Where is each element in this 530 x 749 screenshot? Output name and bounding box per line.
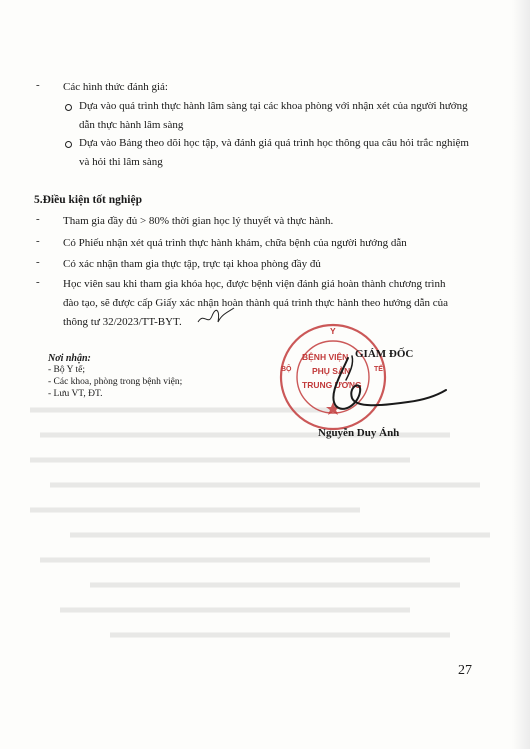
- recipient-item: - Các khoa, phòng trong bệnh viện;: [48, 377, 183, 387]
- circle-bullet-icon: [65, 141, 72, 148]
- evaluation-item-1-line1: Dựa vào quá trình thực hành lâm sàng tại các khoa phòng với nhận xét của người hướng: [79, 100, 468, 112]
- recipient-item: - Bộ Y tế;: [48, 365, 86, 375]
- graduation-item-4-line1: Học viên sau khi tham gia khóa học, được bệnh viện đánh giá hoàn thành chương trình: [63, 278, 446, 290]
- stamp-rim-right: TẾ: [374, 366, 383, 373]
- evaluation-item-2-line2: và hỏi thi lâm sàng: [79, 156, 163, 168]
- page-edge-shadow: [512, 0, 530, 749]
- list-dash: -: [36, 79, 40, 91]
- recipient-item: - Lưu VT, ĐT.: [48, 389, 103, 399]
- evaluation-item-2-line1: Dựa vào Bảng theo dõi học tập, và đánh giá quá trình học thông qua câu hỏi trắc nghiệm: [79, 137, 469, 149]
- graduation-item-1: Tham gia đầy đủ > 80% thời gian học lý thuyết và thực hành.: [63, 215, 334, 227]
- graduation-item-3: Có xác nhận tham gia thực tập, trực tại khoa phòng đầy đủ: [63, 258, 321, 270]
- list-dash: -: [36, 235, 40, 247]
- stamp-line-1: BỆNH VIỆN: [302, 352, 349, 362]
- signer-name: Nguyễn Duy Ánh: [318, 427, 400, 439]
- graduation-item-2: Có Phiếu nhận xét quá trình thực hành khám, chữa bệnh của người hướng dẫn: [63, 237, 407, 249]
- list-dash: -: [36, 276, 40, 288]
- initial-scribble: [196, 306, 236, 330]
- stamp-line-3: TRUNG ƯƠNG: [302, 380, 362, 390]
- signature-title: GIÁM ĐỐC: [355, 348, 414, 360]
- stamp-line-2: PHỤ SẢN: [312, 366, 351, 376]
- graduation-heading: 5.Điều kiện tốt nghiệp: [34, 194, 142, 206]
- graduation-item-4-line2: đào tạo, sẽ được cấp Giấy xác nhận hoàn thành quá trình thực hành theo hướng dẫn của: [63, 297, 449, 309]
- evaluation-title: Các hình thức đánh giá:: [63, 81, 168, 93]
- graduation-item-4-line3: thông tư 32/2023/TT-BYT.: [63, 316, 182, 328]
- stamp-rim-top: Y: [330, 326, 336, 336]
- handwritten-signature: [300, 340, 450, 420]
- list-dash: -: [36, 256, 40, 268]
- list-dash: -: [36, 213, 40, 225]
- recipients-title: Nơi nhận:: [48, 353, 91, 364]
- evaluation-item-1-line2: dẫn thực hành lâm sàng: [79, 119, 184, 131]
- circle-bullet-icon: [65, 104, 72, 111]
- show-through-texture: [30, 400, 500, 660]
- page-number: 27: [458, 663, 472, 678]
- stamp-rim-left: BỘ: [281, 366, 292, 373]
